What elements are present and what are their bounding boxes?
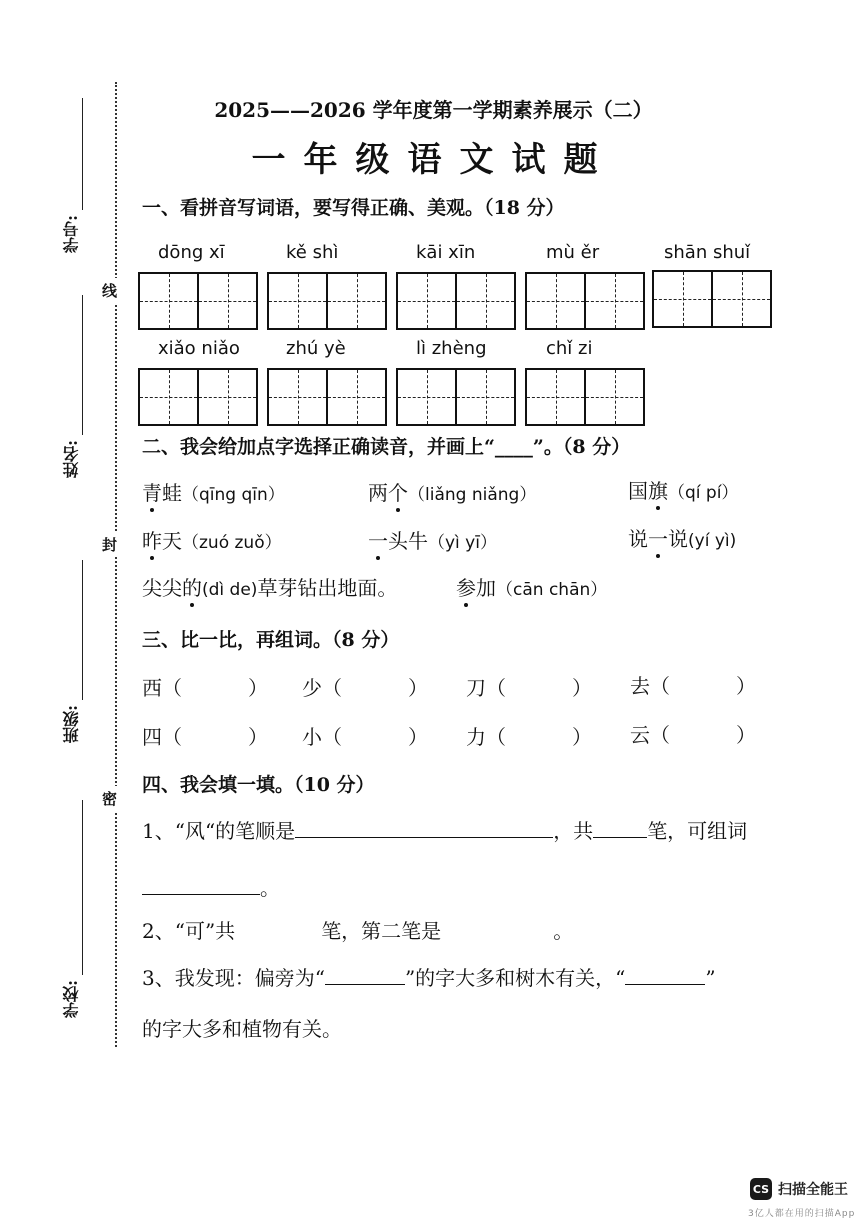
paren-open: （ — [486, 725, 506, 749]
paren-close: ） — [248, 725, 268, 749]
char: 头牛 — [388, 529, 428, 553]
pinyin-options: （qīng qīn） — [182, 485, 285, 505]
q2-text-a: 2、“可”共 — [142, 919, 236, 943]
question-3-cont: 的字大多和植物有关。 — [142, 1017, 342, 1041]
word-group-item[interactable] — [466, 721, 592, 750]
writing-grid[interactable] — [138, 272, 258, 330]
question-2 — [142, 915, 573, 944]
pinyin-label: mù ěr — [546, 242, 600, 263]
base-char: 四 — [142, 725, 162, 749]
word-group-item[interactable] — [466, 672, 592, 701]
writing-grid[interactable] — [138, 368, 258, 426]
pinyin-label: kāi xīn — [416, 242, 476, 263]
word-group-item[interactable] — [630, 670, 756, 699]
dotted-char: 旗 — [648, 475, 668, 504]
paren-close: ） — [572, 725, 592, 749]
q1-text-d: 。 — [260, 876, 280, 900]
word-group-item[interactable] — [302, 672, 428, 701]
pinyin-label: shān shuǐ — [664, 242, 751, 263]
q1-text-b: ，共 — [553, 819, 594, 843]
paren-close: ） — [736, 674, 756, 698]
watermark-tagline: 3亿人都在用的扫描App — [748, 1209, 856, 1219]
pinyin-label: lì zhèng — [416, 338, 487, 359]
writing-grid[interactable] — [396, 368, 516, 426]
reading-item[interactable] — [368, 477, 536, 506]
writing-grid[interactable] — [652, 270, 772, 328]
char: 加 — [476, 576, 496, 600]
school-line — [82, 800, 83, 975]
pinyin-label: xiǎo niǎo — [158, 338, 240, 359]
section-1-heading: 一、看拼音写词语，要写得正确、美观。（18 分） — [142, 197, 565, 219]
word-blank[interactable] — [142, 876, 260, 895]
dotted-char: 昨 — [142, 525, 162, 554]
sentence-tail: 草芽钻出地面。 — [257, 576, 398, 600]
dotted-char: 参 — [456, 572, 476, 601]
binding-char-line: 线 — [102, 278, 117, 303]
writing-grid[interactable] — [525, 272, 645, 330]
word-group-item[interactable] — [302, 721, 428, 750]
dotted-char: 的 — [182, 572, 202, 601]
paren-open: （ — [650, 674, 670, 698]
scanner-watermark — [750, 1178, 848, 1200]
pinyin-options: （cān chān） — [496, 580, 608, 600]
question-1-cont — [142, 872, 280, 901]
watermark-name: 扫描全能王 — [778, 1182, 848, 1198]
stroke-order-blank[interactable] — [295, 819, 553, 838]
pinyin-options: （yì yī） — [428, 533, 497, 553]
section-4-heading: 四、我会填一填。（10 分） — [142, 774, 375, 796]
pinyin-label: chǐ zi — [546, 338, 593, 359]
base-char: 云 — [630, 723, 650, 747]
char: 蛙 — [162, 481, 182, 505]
word-group-item[interactable] — [630, 719, 756, 748]
radical-blank-1[interactable] — [325, 966, 405, 985]
writing-grid[interactable] — [396, 272, 516, 330]
q2-text-c: 。 — [553, 919, 574, 943]
paren-open: （ — [162, 725, 182, 749]
reading-item[interactable] — [456, 572, 607, 601]
base-char: 力 — [466, 725, 486, 749]
pinyin-label: dōng xī — [158, 242, 225, 263]
char: 尖尖 — [142, 576, 182, 600]
writing-grid[interactable] — [525, 368, 645, 426]
reading-item[interactable] — [142, 572, 397, 601]
reading-item[interactable] — [628, 523, 736, 552]
question-1 — [142, 815, 747, 844]
reading-item[interactable] — [142, 525, 282, 554]
paren-close: ） — [572, 676, 592, 700]
base-char: 小 — [302, 725, 322, 749]
q3-text-a: 3、我发现：偏旁为“ — [142, 966, 325, 990]
reading-item[interactable] — [368, 525, 497, 554]
q3-text-b: ”的字大多和树木有关，“ — [404, 966, 626, 990]
char: 两 — [368, 481, 388, 505]
name-line — [82, 295, 83, 435]
dotted-char: 个 — [388, 477, 408, 506]
base-char: 刀 — [466, 676, 486, 700]
char: 国 — [628, 479, 648, 503]
paren-open: （ — [162, 676, 182, 700]
paren-close: ） — [408, 676, 428, 700]
binding-char-secret: 密 — [102, 786, 117, 811]
camscanner-icon: CS — [750, 1178, 772, 1200]
exam-subtitle: 2025——2026 学年度第一学期素养展示（二） — [214, 98, 653, 122]
char: 天 — [162, 529, 182, 553]
char: 说 — [628, 527, 648, 551]
pinyin-options: (yí yì) — [688, 531, 737, 551]
name-label: 姓名: — [62, 440, 81, 478]
reading-item[interactable] — [142, 477, 285, 506]
char: 说 — [668, 527, 688, 551]
school-label: 学校: — [62, 980, 81, 1018]
stroke-count-blank[interactable] — [593, 819, 647, 838]
pinyin-options: （liǎng niǎng） — [408, 485, 537, 505]
paren-close: ） — [736, 723, 756, 747]
base-char: 西 — [142, 676, 162, 700]
writing-grid[interactable] — [267, 272, 387, 330]
paren-close: ） — [248, 676, 268, 700]
pinyin-label: zhú yè — [286, 338, 346, 359]
paren-open: （ — [486, 676, 506, 700]
writing-grid[interactable] — [267, 368, 387, 426]
q1-text-a: 1、“风“的笔顺是 — [142, 819, 296, 843]
paren-open: （ — [322, 725, 342, 749]
exam-title: 一年级语文试题 — [251, 140, 616, 180]
question-3 — [142, 962, 716, 991]
base-char: 去 — [630, 674, 650, 698]
paren-close: ） — [408, 725, 428, 749]
q3-text-c: ” — [705, 966, 716, 990]
word-group-item[interactable] — [142, 721, 268, 750]
binding-dotted-line — [115, 82, 117, 1047]
pinyin-label: kě shì — [286, 242, 339, 263]
section-2-heading: 二、我会给加点字选择正确读音，并画上“____”。（8 分） — [142, 436, 631, 458]
paren-open: （ — [650, 723, 670, 747]
pinyin-options: (dì de) — [202, 580, 258, 600]
section-3-heading: 三、比一比，再组词。（8 分） — [142, 629, 400, 651]
dotted-char: 青 — [142, 477, 162, 506]
base-char: 少 — [302, 676, 322, 700]
student-no-label: 学号: — [62, 215, 81, 253]
class-line — [82, 560, 83, 700]
pinyin-options: （zuó zuǒ） — [182, 533, 282, 553]
binding-char-seal: 封 — [102, 532, 117, 557]
class-label: 班级: — [62, 705, 81, 743]
pinyin-options: （qí pí） — [668, 483, 739, 503]
radical-blank-2[interactable] — [625, 966, 705, 985]
word-group-item[interactable] — [142, 672, 268, 701]
q1-text-c: 笔，可组词 — [647, 819, 748, 843]
q2-text-b: 笔，第二笔是 — [321, 919, 442, 943]
reading-item[interactable] — [628, 475, 738, 504]
paren-open: （ — [322, 676, 342, 700]
dotted-char: 一 — [648, 523, 668, 552]
dotted-char: 一 — [368, 525, 388, 554]
